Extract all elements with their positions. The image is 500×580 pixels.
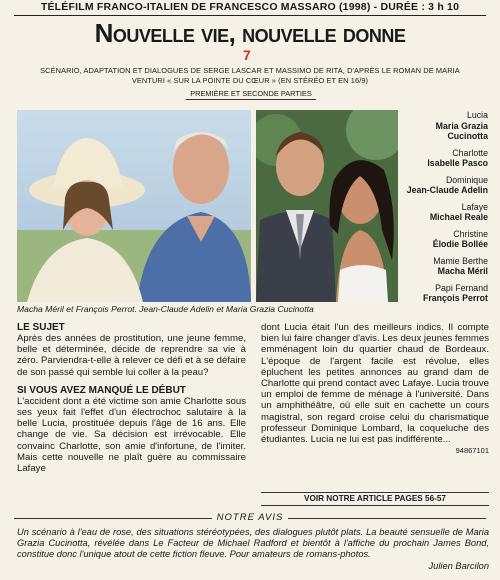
cast-role: Lafaye <box>461 201 488 212</box>
sujet-text: Après des années de prostitution, une jeune femme, belle et déterminée, décide de reprendre sa vie à zéro. Parviendra-t-elle à relever ce défi et à se défaire de son passé qui semble lui coller à la peau? <box>17 333 246 378</box>
cast-actor: Élodie Bollée <box>432 239 488 249</box>
broadcast-info: TÉLÉFILM FRANCO-ITALIEN DE FRANCESCO MASSARO (1998) - DURÉE : 3 h 10 <box>40 1 460 13</box>
reference-number: 94867101 <box>455 446 489 456</box>
photo-adelin-cucinotta <box>256 110 398 302</box>
cast-role: Lucia <box>466 110 488 120</box>
title-text: Nouvelle vie, nouvelle donne <box>94 18 406 48</box>
review-author: Julien Barcilon <box>428 560 489 571</box>
cast-role: Christine <box>453 228 488 239</box>
missed-text: L'accident dont a été victime son amie Charlotte sous ses yeux fait l'effet d'un électrochoc salutaire à la belle Lucia, prostituée depuis l'âge de 16 ans. Elle change de vie. Sa décision est irrévocable. Elle convainc Charlotte, son amie d'infortune, de l'imiter. Mais cette nouvelle ne plaît guère au commissaire Lafaye <box>17 395 246 475</box>
photo-meril-perrot <box>17 110 251 302</box>
cast-actor: Maria Grazia Cucinotta <box>435 120 488 141</box>
article-page-link[interactable]: VOIR NOTRE ARTICLE PAGES 56-57 <box>261 492 489 506</box>
cast-actor: Macha Méril <box>437 266 488 276</box>
cast-actor: Isabelle Pasco <box>427 158 488 168</box>
cast-list <box>404 110 488 310</box>
continued-text: dont Lucia était l'un des meilleurs indics. Il compte bien lui faire changer d'avis. Les deux jeunes femmes emménagent loin du quartier chaud de Bordeaux. L'époque de l'argent facile est révolue, elles épluchent les petites annonces au grand dam de Charlotte qui prend contact avec Lafaye. Lucia trouve un emploi de femme de ménage à l'université. Dans un amphithéâtre, où elle suit en cachette un cours magistral, son regard croise celui du charismatique professeur Dominique Lombard, la coqueluche des étudiantes. Lucia ne lui est pas indifférente... <box>261 322 489 446</box>
photo-caption: Macha Méril et François Perrot. Jean-Claude Adelin et Maria Grazia Cucinotta <box>17 304 314 314</box>
review-text: Un scénario à l'eau de rose, des situations stéréotypées, des dialogues plutôt plats. La beauté sensuelle de Maria Grazia Cucinotta, révélée dans Le Facteur de Michael Radford et bientôt à l'affiche du prochain James Bond, constitue donc l'unique atout de cette fiction fleuve. Pour amateurs de romans-photos. <box>17 527 489 560</box>
article-column-right <box>261 322 489 456</box>
cast-actor: François Perrot <box>422 293 488 303</box>
channel-mark: 7 <box>243 47 251 63</box>
cast-actor: Jean-Claude Adelin <box>406 185 488 195</box>
section-heading-missed: SI VOUS AVEZ MANQUÉ LE DÉBUT <box>17 384 186 396</box>
review-text-block <box>17 527 489 572</box>
cast-role: Mamie Berthe <box>433 255 488 266</box>
cast-role: Papi Fernand <box>435 282 488 293</box>
cast-role: Charlotte <box>452 147 488 158</box>
divider <box>14 15 486 16</box>
parts-label: PREMIÈRE ET SECONDE PARTIES <box>186 89 316 100</box>
page-title <box>0 18 500 48</box>
article-column-left <box>17 322 246 474</box>
cast-actor: Michael Reale <box>429 212 488 222</box>
credits-text: SCÉNARIO, ADAPTATION ET DIALOGUES DE SERGE LASCAR ET MASSIMO DE RITA, D'APRÈS LE ROMAN DE MARIA VENTURI « SUR LA POINTE DU CŒUR » (EN STÉRÉO ET EN 16/9) <box>40 66 460 85</box>
review-heading <box>0 512 500 523</box>
cast-role: Dominique <box>445 174 488 185</box>
review-heading-text: NOTRE AVIS <box>212 512 289 523</box>
section-heading-sujet: LE SUJET <box>17 322 65 333</box>
